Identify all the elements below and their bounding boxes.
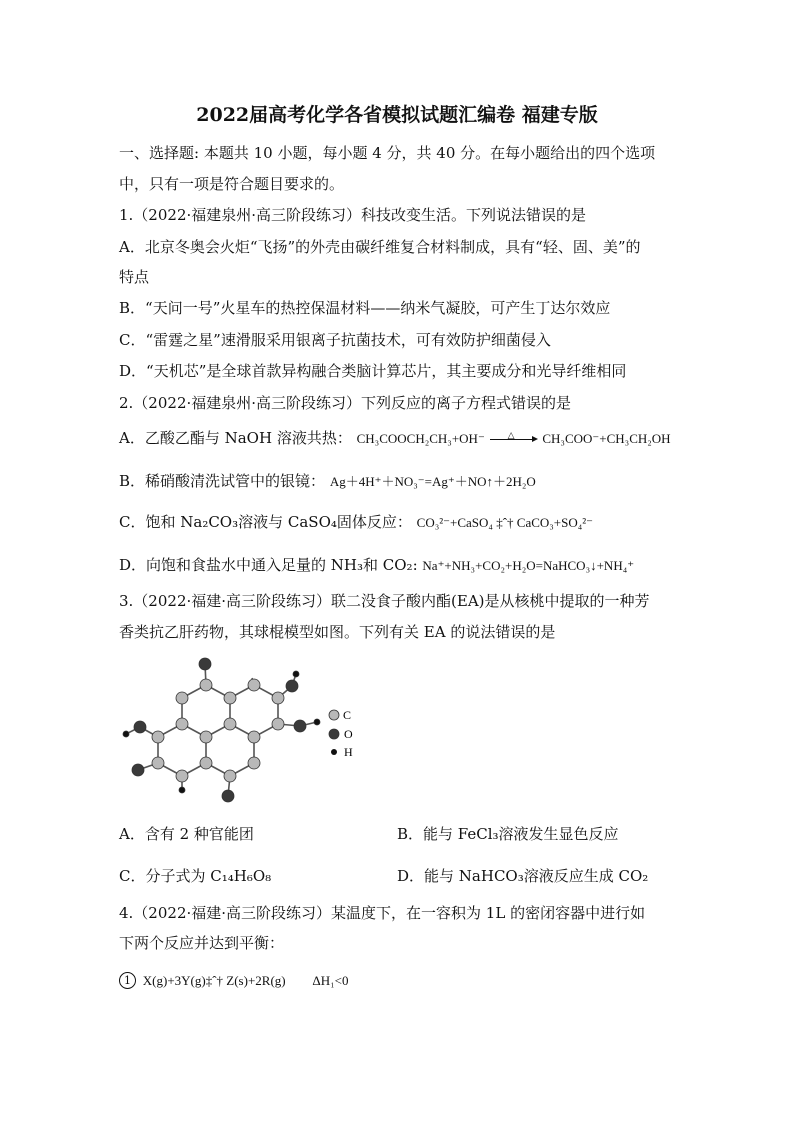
q4-reaction-1-enthalpy: ΔH₁<0 [312, 973, 349, 988]
q2-option-a-text: A．乙酸乙酯与 NaOH 溶液共热： [119, 429, 352, 447]
carbon-atom [176, 692, 188, 704]
circled-number: 1 [119, 972, 136, 989]
oxygen-atom [222, 790, 234, 802]
q2-option-c [119, 512, 593, 533]
hydrogen-atom [179, 787, 185, 793]
oxygen-atom [286, 680, 298, 692]
oxygen-atom [294, 720, 306, 732]
q2-option-d-text: D．向饱和食盐水中通入足量的 NH₃和 CO₂: [119, 556, 418, 574]
q2-option-b-text: B．稀硝酸清洗试管中的银镜： [119, 472, 326, 490]
carbon-atom [248, 757, 260, 769]
q2-option-a [119, 428, 671, 449]
carbon-atom [152, 757, 164, 769]
legend-hydrogen-icon [331, 749, 337, 755]
carbon-atom [224, 718, 236, 730]
q2-option-b [119, 471, 536, 492]
carbon-atom [272, 718, 284, 730]
q2-option-d-equation: Na⁺+NH₃+CO₂+H₂O=NaHCO₃↓+NH₄⁺ [422, 558, 635, 573]
heat-symbol: △ [507, 431, 515, 441]
q4-stem-line2: 下两个反应并达到平衡： [119, 934, 285, 952]
q3-option-d: D．能与 NaHCO₃溶液反应生成 CO₂ [397, 867, 649, 885]
section-heading-line2: 中，只有一项是符合题目要求的。 [119, 175, 345, 193]
legend-hydrogen-label: H [344, 745, 353, 759]
q1-stem: 1.（2022·福建泉州·高三阶段练习）科技改变生活。下列说法错误的是 [119, 206, 587, 224]
q3-stem-line2: 香类抗乙肝药物，其球棍模型如图。下列有关 EA 的说法错误的是 [119, 623, 556, 641]
carbon-atom [224, 770, 236, 782]
carbon-atom [224, 692, 236, 704]
q3-option-a: A．含有 2 种官能团 [119, 825, 254, 843]
legend-carbon-label: C [343, 708, 352, 722]
q4-reaction-1-equation: X(g)+3Y(g)‡ˆ† Z(s)+2R(g) [142, 973, 286, 988]
q1-option-d: D．“天机芯”是全球首款异构融合类脑计算芯片，其主要成分和光导纤维相同 [119, 362, 627, 380]
q3-option-b: B．能与 FeCl₃溶液发生显色反应 [397, 825, 619, 843]
carbon-atom [176, 770, 188, 782]
q1-option-b: B．“天问一号”火星车的热控保温材料——纳米气凝胶，可产生丁达尔效应 [119, 299, 611, 317]
molecule-legend [329, 708, 353, 759]
section-heading-line1: 一、选择题: 本题共 10 小题，每小题 4 分，共 40 分。在每小题给出的四个选项 [119, 144, 656, 162]
q3-option-c: C．分子式为 C₁₄H₆O₈ [119, 867, 272, 885]
carbon-atom [152, 731, 164, 743]
q1-option-a-line1: A．北京冬奥会火炬“飞扬”的外壳由碳纤维复合材料制成，具有“轻、固、美”的 [119, 238, 641, 256]
page-title: 2022届高考化学各省模拟试题汇编卷 福建专版 [196, 104, 598, 126]
q2-stem: 2.（2022·福建泉州·高三阶段练习）下列反应的离子方程式错误的是 [119, 394, 572, 412]
carbon-atom [200, 757, 212, 769]
legend-oxygen-label: O [344, 727, 353, 741]
q2-option-a-rhs: CH₃COO⁻+CH₃CH₂OH [542, 431, 671, 446]
oxygen-atom [134, 721, 146, 733]
hydrogen-atom [123, 731, 129, 737]
carbon-atom [176, 718, 188, 730]
q2-option-c-text: C．饱和 Na₂CO₃溶液与 CaSO₄固体反应： [119, 513, 412, 531]
legend-carbon-icon [329, 710, 339, 720]
q4-stem-line1: 4.（2022·福建·高三阶段练习）某温度下，在一容积为 1L 的密闭容器中进行如 [119, 904, 646, 922]
hydrogen-atom [314, 719, 320, 725]
hydrogen-atom [293, 671, 299, 677]
q4-reaction-1 [119, 970, 349, 991]
ball-and-stick-model [110, 648, 370, 808]
oxygen-atom [132, 764, 144, 776]
carbon-atom [200, 731, 212, 743]
q2-option-d [119, 555, 634, 576]
carbon-atom [248, 679, 260, 691]
legend-oxygen-icon [329, 729, 339, 739]
carbon-atom [248, 731, 260, 743]
oxygen-atom [199, 658, 211, 670]
q2-option-b-equation: Ag＋4H⁺＋NO₃⁻=Ag⁺＋NO↑＋2H₂O [329, 474, 536, 489]
q2-option-a-lhs: CH₃COOCH₂CH₃+OH⁻ [356, 431, 485, 446]
atoms [123, 658, 320, 802]
carbon-atom [272, 692, 284, 704]
q2-option-c-equation: CO₃²⁻+CaSO₄ ‡ˆ† CaCO₃+SO₄²⁻ [416, 515, 594, 530]
carbon-atom [200, 679, 212, 691]
q1-option-c: C．“雷霆之星”速滑服采用银离子抗菌技术，可有效防护细菌侵入 [119, 331, 551, 349]
reaction-arrow-icon [490, 431, 538, 444]
q3-stem-line1: 3.（2022·福建·高三阶段练习）联二没食子酸内酯(EA)是从核桃中提取的一种芳 [119, 592, 650, 610]
q1-option-a-line2: 特点 [119, 268, 150, 286]
